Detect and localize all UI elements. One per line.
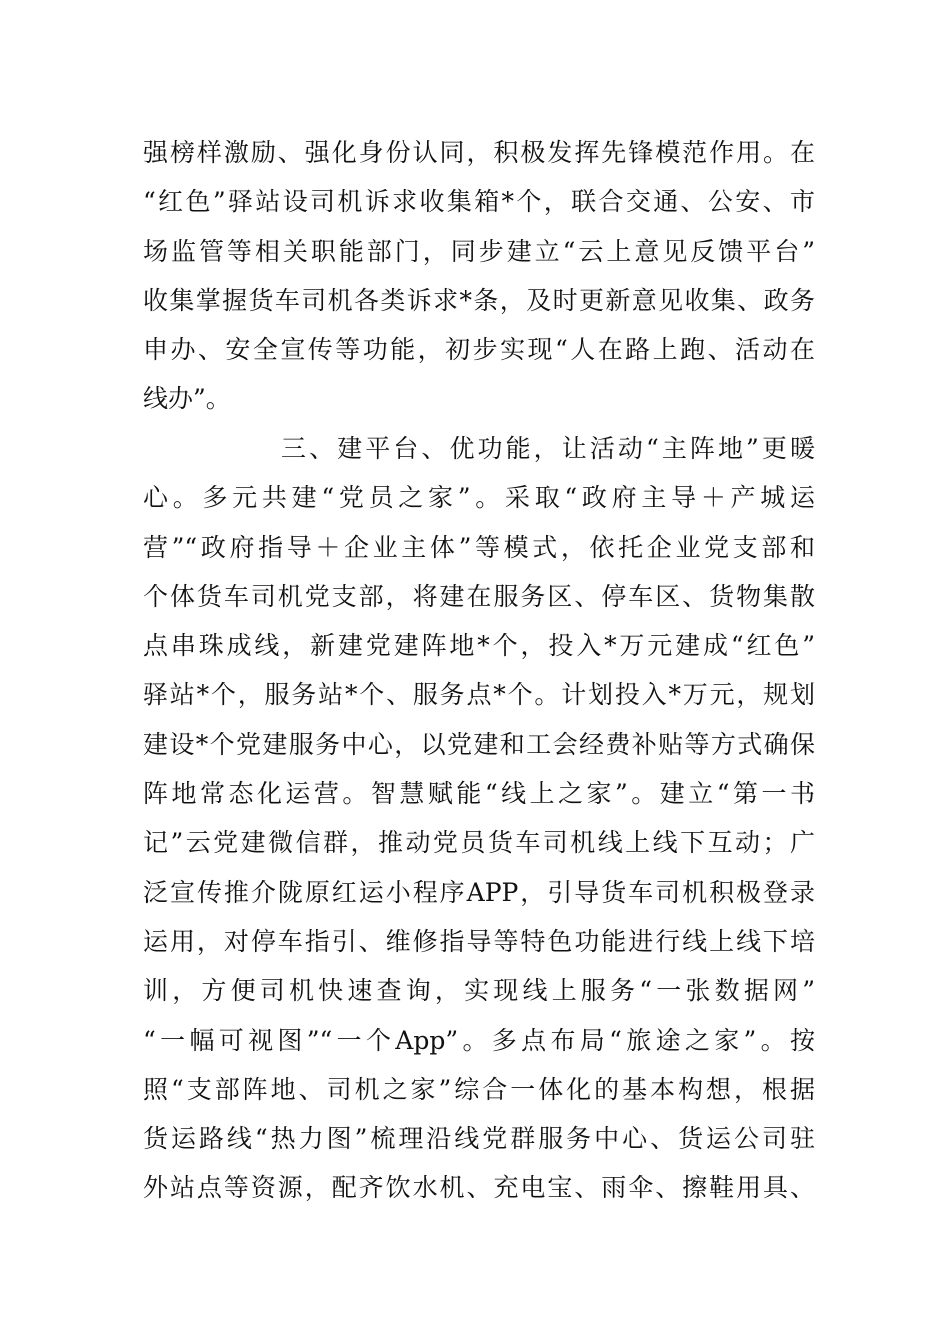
text-line: 货运路线“热力图”梳理沿线党群服务中心、货运公司驻 <box>143 1124 815 1154</box>
text-line: 阵地常态化运营。智慧赋能“线上之家”。建立“第一书 <box>143 779 815 809</box>
text-line: 申办、安全宣传等功能，初步实现“人在路上跑、活动在 <box>143 335 815 365</box>
text-line: 建设*个党建服务中心，以党建和工会经费补贴等方式确保 <box>143 729 815 759</box>
text-line: 心。多元共建“党员之家”。采取“政府主导＋产城运 <box>143 483 815 513</box>
text-line: 点串珠成线，新建党建阵地*个，投入*万元建成“红色” <box>143 631 815 661</box>
text-line: “红色”驿站设司机诉求收集箱*个，联合交通、公安、市 <box>143 187 815 217</box>
text-line: 外站点等资源，配齐饮水机、充电宝、雨伞、擦鞋用具、 <box>143 1173 815 1203</box>
text-line: 线办”。 <box>143 384 231 414</box>
text-line: “一幅可视图”“一个App”。多点布局“旅途之家”。按 <box>143 1025 815 1055</box>
text-line: 个体货车司机党支部，将建在服务区、停车区、货物集散 <box>143 581 815 611</box>
paragraph-feedback <box>143 128 815 424</box>
text-line: 收集掌握货车司机各类诉求*条，及时更新意见收集、政务 <box>143 285 815 315</box>
text-line: 记”云党建微信群，推动党员货车司机线上线下互动；广 <box>143 828 815 858</box>
paragraph-section-three <box>143 424 815 1213</box>
text-line: 场监管等相关职能部门，同步建立“云上意见反馈平台” <box>143 236 815 266</box>
text-line: 训，方便司机快速查询，实现线上服务“一张数据网” <box>143 976 815 1006</box>
text-line: 泛宣传推介陇原红运小程序APP，引导货车司机积极登录 <box>143 877 815 907</box>
section-heading-line: 三、建平台、优功能，让活动“主阵地”更暖 <box>281 434 815 463</box>
text-line: 营”“政府指导＋企业主体”等模式，依托企业党支部和 <box>143 532 815 562</box>
text-line: 强榜样激励、强化身份认同，积极发挥先锋模范作用。在 <box>143 138 815 167</box>
text-line: 照“支部阵地、司机之家”综合一体化的基本构想，根据 <box>143 1074 815 1104</box>
text-line: 驿站*个，服务站*个、服务点*个。计划投入*万元，规划 <box>143 680 815 710</box>
text-line: 运用，对停车指引、维修指导等特色功能进行线上线下培 <box>143 926 815 956</box>
